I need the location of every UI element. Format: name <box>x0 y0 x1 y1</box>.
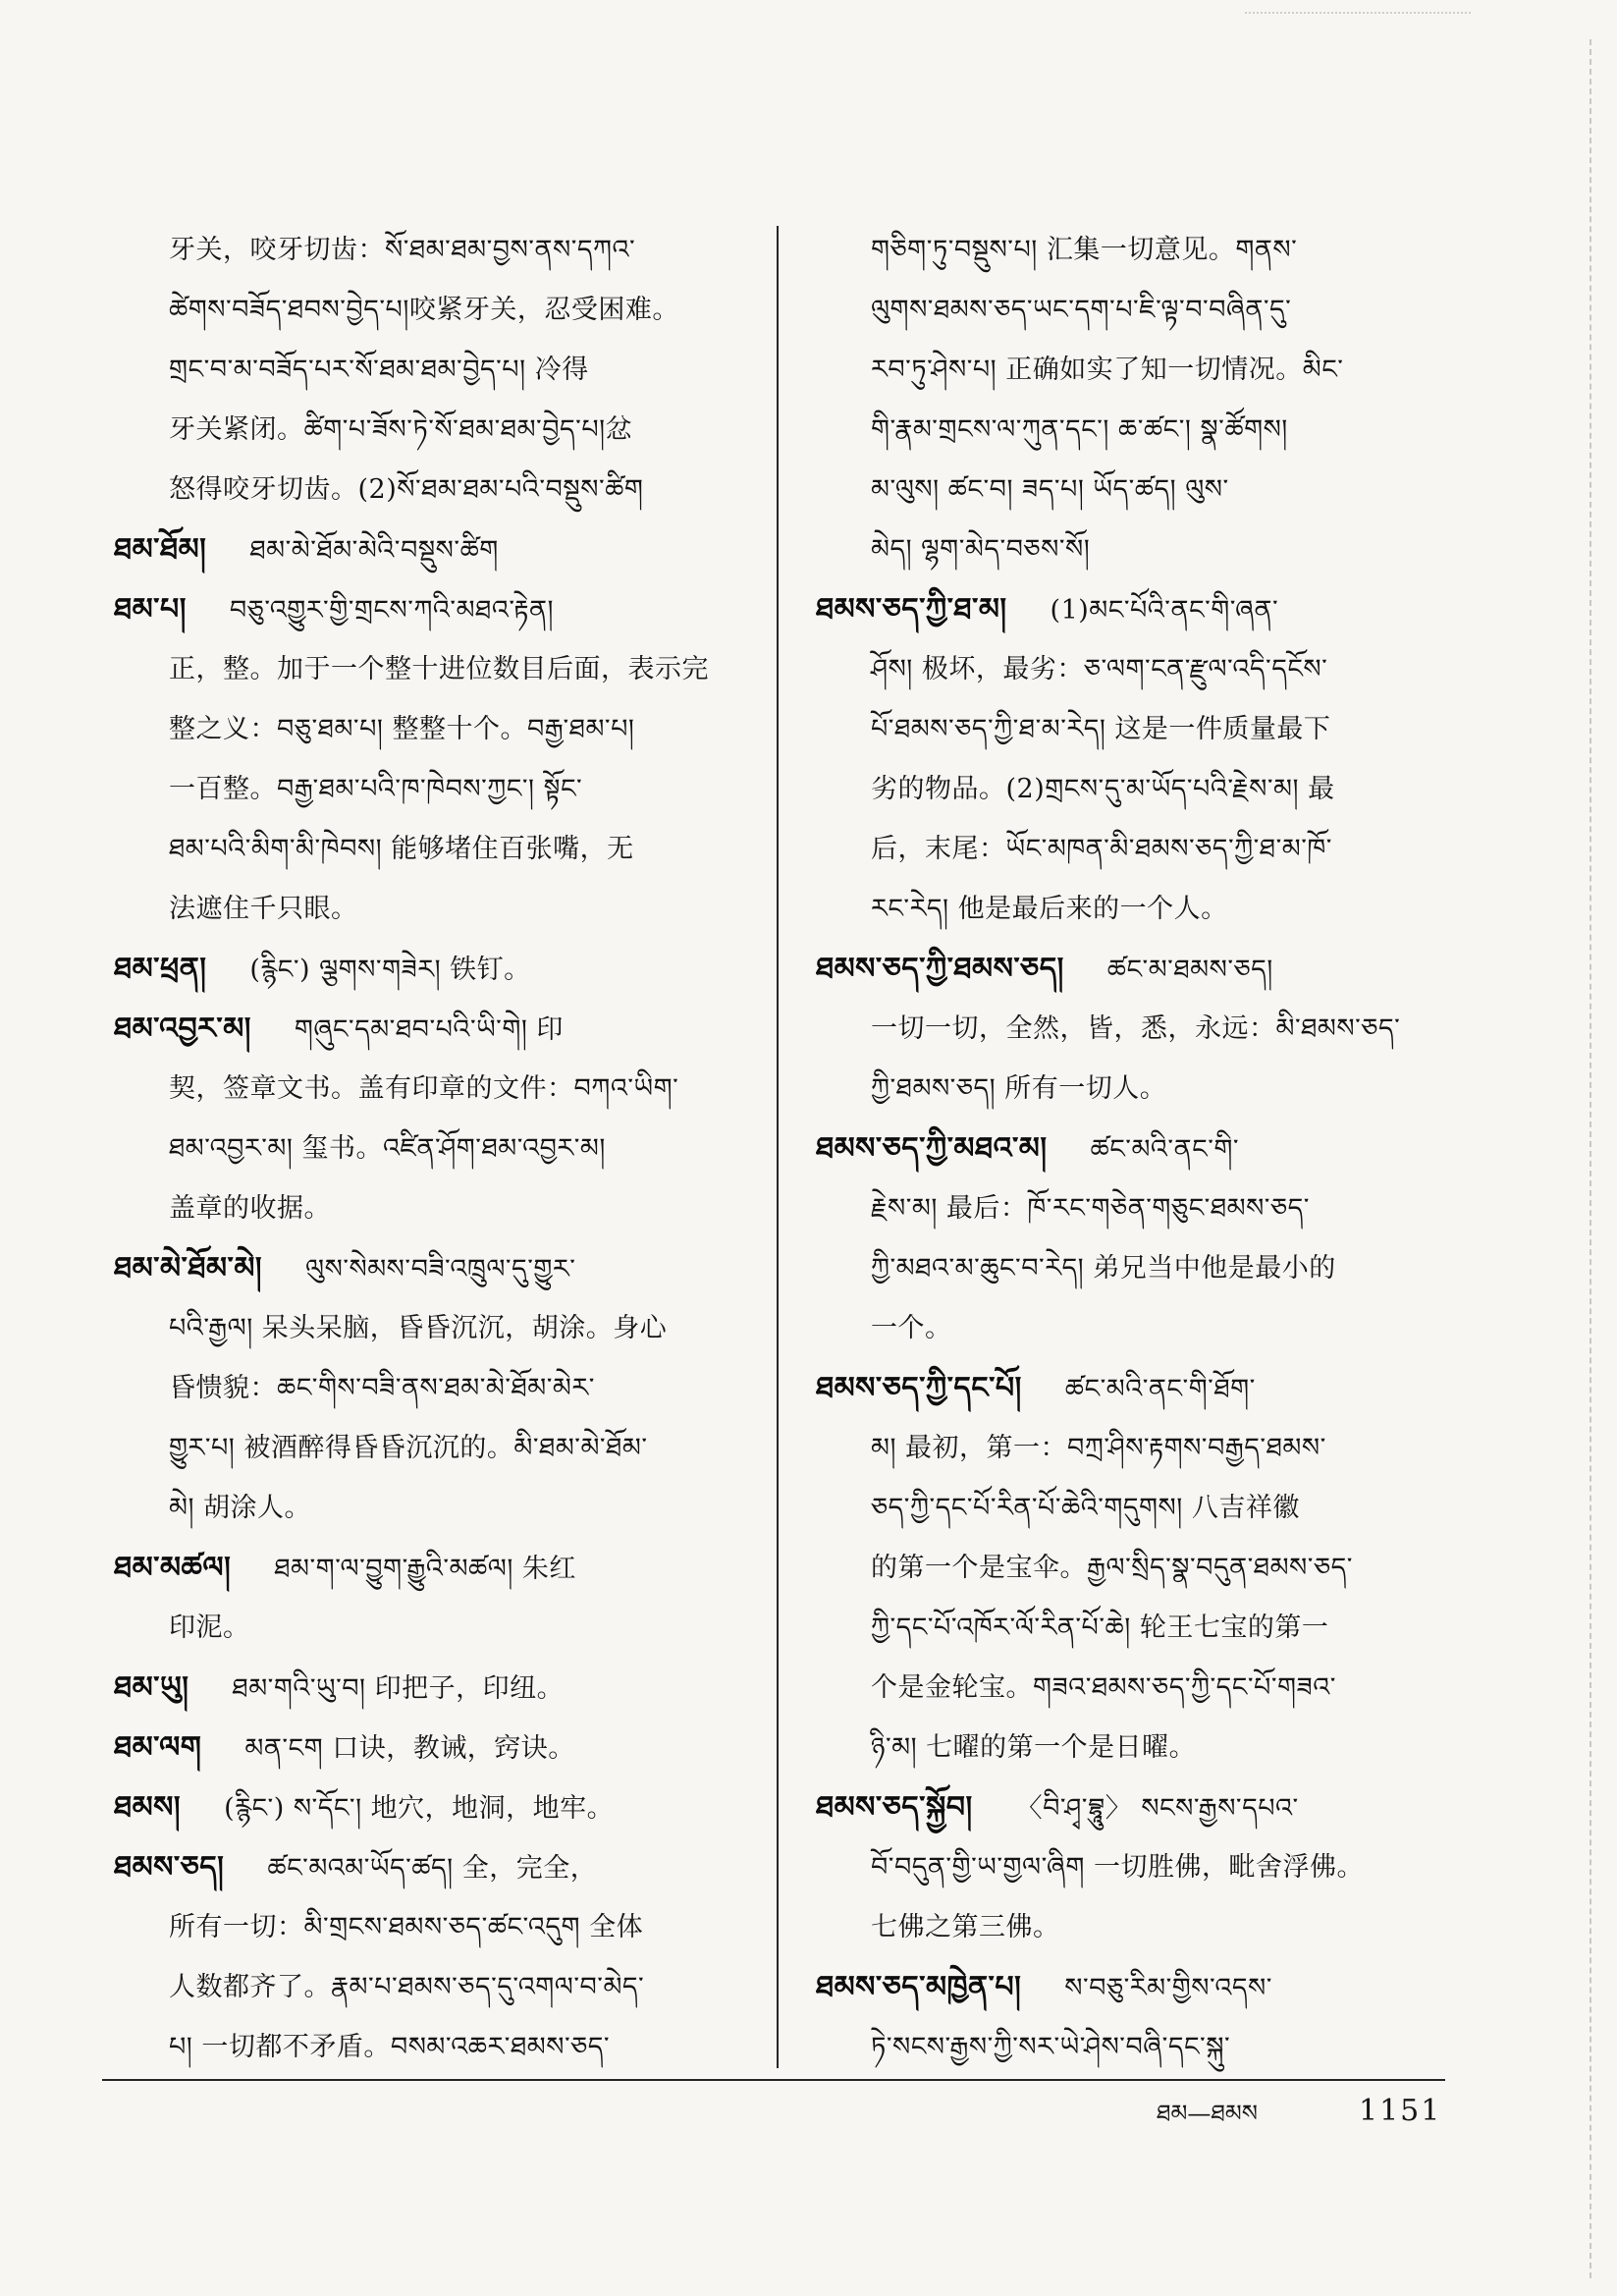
right-column <box>816 220 1454 2077</box>
continuation-line <box>816 999 1454 1059</box>
definition-text: ཀྱི་དང་པོ་འཁོར་ལོ་རིན་པོ་ཆེ། 轮王七宝的第一 <box>871 1613 1329 1643</box>
definition-text: 一切一切，全然，皆，悉，永远：མི་ཐམས་ཅད་ <box>871 1013 1401 1044</box>
definition-text: 一个。 <box>871 1313 952 1343</box>
continuation-line <box>816 1897 1454 1957</box>
column-divider <box>777 226 779 2068</box>
continuation-line <box>816 639 1454 699</box>
headword-line <box>114 1777 752 1837</box>
definition-text: ཚང་མའི་ནང་གི་ <box>1090 1134 1240 1165</box>
headword-line <box>114 579 752 639</box>
continuation-line <box>114 879 752 939</box>
definition-text: མེད། ལྷག་མེད་བཅས་སོ། <box>871 534 1091 565</box>
definition-text: (1)མང་པོའི་ནང་གི་ཞན་ <box>1050 595 1279 626</box>
headword: ཐམས་ཅད་སྐྱོབ། <box>816 1790 973 1825</box>
headword-line <box>114 939 752 999</box>
definition-text: 七佛之第三佛。 <box>871 1912 1060 1942</box>
definition-text: མ་ལུས། ཚང་བ། ཟད་པ། ཡོད་ཚད། ལུས་ <box>871 474 1229 505</box>
continuation-line <box>816 699 1454 759</box>
definition-text: 〈བི་ཤྭ་བྷཱུ〉 སངས་རྒྱས་དཔའ་ <box>1015 1793 1299 1824</box>
continuation-line <box>114 1897 752 1957</box>
continuation-line <box>816 1238 1454 1298</box>
headword-line <box>114 999 752 1059</box>
continuation-line <box>114 1957 752 2017</box>
definition-text: 昏愦貌：ཆང་གིས་བཟི་ནས་ཐམ་མེ་ཐོམ་མེར་ <box>169 1373 595 1403</box>
definition-text: ཏེ་སངས་རྒྱས་ཀྱི་སར་ཡེ་ཤེས་བཞི་དང་སྐུ་ <box>871 2032 1231 2062</box>
definition-text: ཐམ་མེ་ཐོམ་མེའི་བསྡུས་ཚིག <box>249 535 499 566</box>
continuation-line <box>114 1298 752 1358</box>
continuation-line <box>816 1418 1454 1478</box>
definition-text: ཀྱི་ཐམས་ཅད། 所有一切人。 <box>871 1073 1167 1104</box>
continuation-line <box>114 1119 752 1178</box>
definition-text: ཀྱི་མཐའ་མ་ཆུང་བ་རེད། 弟兄当中他是最小的 <box>871 1253 1336 1284</box>
headword-line <box>816 939 1454 999</box>
continuation-line <box>114 340 752 400</box>
definition-text: པའི་རྒྱལ། 呆头呆脑，昏昏沉沉，胡涂。身心 <box>169 1313 668 1343</box>
definition-text: ཅད་ཀྱི་དང་པོ་རིན་པོ་ཆེའི་གདུགས། 八吉祥徽 <box>871 1493 1300 1523</box>
definition-text: 盖章的收据。 <box>169 1193 331 1224</box>
definition-text: ཐམ་འབྱར་མ། 玺书。འཛིན་ཤོག་ཐམ་འབྱར་མ། <box>169 1133 606 1164</box>
definition-text: པོ་ཐམས་ཅད་ཀྱི་ཐ་མ་རེད། 这是一件质量最下 <box>871 714 1331 744</box>
definition-text: 法遮住千只眼。 <box>169 894 358 924</box>
definition-text: 后，末尾：ཡོང་མཁན་མི་ཐམས་ཅད་ཀྱི་ཐ་མ་ཁོ་ <box>871 834 1332 864</box>
definition-text: 人数都齐了。རྣམ་པ་ཐམས་ཅད་དུ་འགལ་བ་མེད་ <box>169 1972 645 2002</box>
definition-text: 劣的物品。(2)གྲངས་དུ་མ་ཡོད་པའི་རྗེས་མ། 最 <box>871 774 1335 804</box>
definition-text: རྗེས་མ། 最后：ཁོ་རང་གཅེན་གཅུང་ཐམས་ཅད་ <box>871 1193 1310 1224</box>
continuation-line <box>816 2017 1454 2077</box>
definition-text: ཚེགས་བཟོད་ཐབས་བྱེད་པ།咬紧牙关，忍受困难。 <box>169 295 679 325</box>
definition-text: བཅུ་འགྱུར་གྱི་གྲངས་ཀའི་མཐའ་རྟེན། <box>229 595 555 626</box>
continuation-line <box>114 759 752 819</box>
definition-text: 正，整。加于一个整十进位数目后面，表示完 <box>169 654 709 684</box>
continuation-line <box>816 1658 1454 1718</box>
scan-edge-artifact <box>1590 39 1591 2278</box>
definition-text: ལུགས་ཐམས་ཅད་ཡང་དག་པ་ཇི་ལྟ་བ་བཞིན་དུ་ <box>871 295 1292 325</box>
headword: ཐམས་ཅད་ཀྱི་ཐམས་ཅད། <box>816 952 1064 986</box>
definition-text: 整之义：བཅུ་ཐམ་པ། 整整十个。བརྒྱ་ཐམ་པ། <box>169 714 635 744</box>
definition-text: གྱུར་པ། 被酒醉得昏昏沉沉的。མི་ཐམ་མེ་ཐོམ་ <box>169 1433 648 1463</box>
headword: ཐམ་འབྱར་མ། <box>114 1011 251 1046</box>
definition-text: ལུས་སེམས་བཟི་འཁྲུལ་དུ་གྱུར་ <box>305 1254 576 1285</box>
definition-text: རབ་ཏུ་ཤེས་པ། 正确如实了知一切情况。མིང་ <box>871 355 1344 385</box>
headword: ཐམ་ཕྲན། <box>114 952 207 986</box>
definition-text: ཐམ་གའི་ཡུ་བ། 印把子，印纽。 <box>232 1673 565 1704</box>
definition-text: 的第一个是宝伞。རྒྱལ་སྲིད་སྣ་བདུན་ཐམས་ཅད་ <box>871 1553 1353 1583</box>
continuation-line <box>816 819 1454 879</box>
continuation-line <box>114 1478 752 1538</box>
headword: ཐམས་ཅད་ཀྱི་དང་པོ། <box>816 1371 1022 1405</box>
definition-text: ཐམ་པའི་མིག་མི་ཁེབས། 能够堵住百张嘴，无 <box>169 834 634 864</box>
headword: ཐམས་ཅད་ཀྱི་ཐ་མ། <box>816 592 1007 627</box>
definition-text: 所有一切：མི་གྲངས་ཐམས་ཅད་ཚང་འདུག 全体 <box>169 1912 644 1942</box>
definition-text: 一百整。བརྒྱ་ཐམ་པའི་ཁ་ཁེབས་ཀྱང་། སྟོང་ <box>169 774 583 804</box>
continuation-line <box>114 1418 752 1478</box>
definition-text: རང་རེད། 他是最后来的一个人。 <box>871 894 1228 924</box>
continuation-line <box>114 460 752 519</box>
headword-line <box>816 1119 1454 1178</box>
definition-text: གཅིག་ཏུ་བསྡུས་པ། 汇集一切意见。གནས་ <box>871 235 1298 265</box>
definition-text: མེ། 胡涂人。 <box>169 1493 312 1523</box>
headword-line <box>114 1718 752 1777</box>
definition-text: མ། 最初，第一：བཀྲ་ཤིས་རྟགས་བརྒྱད་ཐམས་ <box>871 1433 1326 1463</box>
continuation-line <box>114 1598 752 1658</box>
continuation-line <box>816 220 1454 280</box>
continuation-line <box>114 1178 752 1238</box>
continuation-line <box>114 220 752 280</box>
headword-line <box>816 579 1454 639</box>
definition-text: གཞུང་དམ་ཐབ་པའི་ཡི་གེ། 印 <box>294 1014 564 1045</box>
running-head: ཐམ—ཐམས <box>1157 2100 1258 2127</box>
continuation-line <box>816 1298 1454 1358</box>
definition-text: 怒得咬牙切齿。(2)སོ་ཐམ་ཐམ་པའི་བསྡུས་ཚིག <box>169 474 644 505</box>
headword: ཐམ་མེ་ཐོམ་མེ། <box>114 1251 263 1285</box>
definition-text: གྲང་བ་མ་བཟོད་པར་སོ་ཐམ་ཐམ་བྱེད་པ། 冷得 <box>169 355 589 385</box>
headword: ཐམ་ལག <box>114 1730 202 1765</box>
definition-text: (རྙིང་) ལྕགས་གཟེར། 铁钉。 <box>249 955 531 985</box>
definition-text: བོ་བདུན་གྱི་ཡ་གྱལ་ཞིག 一切胜佛，毗舍浮佛。 <box>871 1852 1364 1883</box>
headword-line <box>114 1538 752 1598</box>
continuation-line <box>114 1358 752 1418</box>
definition-text: ཚང་མའི་ནང་གི་ཐོག་ <box>1064 1374 1256 1404</box>
continuation-line <box>816 879 1454 939</box>
continuation-line <box>816 1178 1454 1238</box>
continuation-line <box>816 519 1454 579</box>
continuation-line <box>114 819 752 879</box>
left-column <box>114 220 752 2077</box>
definition-text: ཉི་མ། 七曜的第一个是日曜。 <box>871 1732 1197 1763</box>
definition-text: ས་བཅུ་རིམ་གྱིས་འདས་ <box>1064 1973 1272 2003</box>
headword-line <box>114 1238 752 1298</box>
footer-rule <box>102 2079 1445 2081</box>
headword: ཐམས་ཅད་ཀྱི་མཐའ་མ། <box>816 1131 1048 1166</box>
definition-text: ཤོས། 极坏，最劣：ཅ་ལག་ངན་རྫུལ་འདི་དངོས་ <box>871 654 1328 684</box>
headword-line <box>816 1957 1454 2017</box>
definition-text: མན་ངག 口诀，教诫，窍诀。 <box>244 1733 575 1764</box>
definition-text: ཚང་མ་ཐམས་ཅད། <box>1106 955 1273 985</box>
continuation-line <box>114 280 752 340</box>
continuation-line <box>816 1538 1454 1598</box>
definition-text: 契，签章文书。盖有印章的文件：བཀའ་ཡིག་ <box>169 1073 679 1104</box>
definition-text: (རྙིང་) ས་དོང་། 地穴，地洞，地牢。 <box>224 1793 615 1824</box>
definition-text: པ། 一切都不矛盾。བསམ་འཆར་ཐམས་ཅད་ <box>169 2032 611 2062</box>
headword-line <box>114 519 752 579</box>
headword: ཐམས་ཅད། <box>114 1850 225 1885</box>
headword: ཐམ་ཡུ། <box>114 1670 189 1705</box>
definition-text: ཐམ་ག་ལ་བྱུག་རྒྱུའི་མཚལ། 朱红 <box>274 1554 576 1584</box>
headword-line <box>816 1777 1454 1837</box>
continuation-line <box>816 759 1454 819</box>
continuation-line <box>816 460 1454 519</box>
scan-top-artifact <box>1245 12 1471 14</box>
definition-text: 牙关紧闭。ཚིག་པ་ཟོས་ཏེ་སོ་ཐམ་ཐམ་བྱེད་པ།忿 <box>169 414 633 445</box>
page-number: 1151 <box>1359 2094 1442 2128</box>
headword: ཐམ་མཚལ། <box>114 1551 232 1585</box>
headword-line <box>816 1358 1454 1418</box>
continuation-line <box>114 400 752 460</box>
continuation-line <box>816 1598 1454 1658</box>
definition-text: གི་རྣམ་གྲངས་ལ་ཀུན་དང་། ཆ་ཚང་། སྣ་ཚོགས། <box>871 414 1288 445</box>
continuation-line <box>114 2017 752 2077</box>
headword: ཐམས། <box>114 1790 182 1825</box>
continuation-line <box>816 1059 1454 1119</box>
continuation-line <box>816 400 1454 460</box>
headword: ཐམ་པ། <box>114 592 187 627</box>
continuation-line <box>816 1718 1454 1777</box>
headword-line <box>114 1837 752 1897</box>
continuation-line <box>816 340 1454 400</box>
headword: ཐམ་ཐོམ། <box>114 532 207 567</box>
continuation-line <box>816 1837 1454 1897</box>
continuation-line <box>114 639 752 699</box>
continuation-line <box>114 699 752 759</box>
continuation-line <box>816 1478 1454 1538</box>
definition-text: 个是金轮宝。གཟའ་ཐམས་ཅད་ཀྱི་དང་པོ་གཟའ་ <box>871 1672 1336 1703</box>
definition-text: ཚང་མའམ་ཡོད་ཚད། 全，完全， <box>267 1853 598 1884</box>
headword-line <box>114 1658 752 1718</box>
continuation-line <box>816 280 1454 340</box>
definition-text: 牙关，咬牙切齿：སོ་ཐམ་ཐམ་བྱས་ནས་དཀའ་ <box>169 235 636 265</box>
definition-text: 印泥。 <box>169 1613 250 1643</box>
continuation-line <box>114 1059 752 1119</box>
headword: ཐམས་ཅད་མཁྱེན་པ། <box>816 1970 1022 2004</box>
